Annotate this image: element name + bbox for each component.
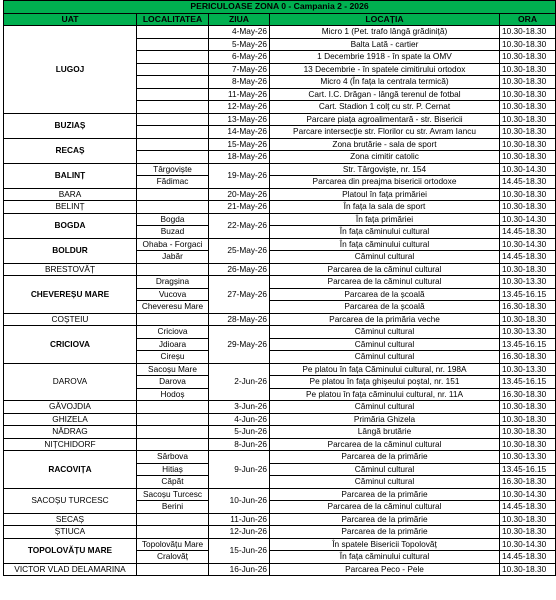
date-cell: 5-May-26 [209, 38, 270, 51]
table-row [4, 188, 556, 201]
localitate-cell: Vucova [137, 288, 209, 301]
date-cell: 15-Jun-26 [209, 538, 270, 563]
date-cell: 4-May-26 [209, 26, 270, 39]
uat-cell: ȘTIUCA [4, 526, 137, 539]
localitate-cell [137, 126, 209, 139]
uat-cell: GHIZELA [4, 413, 137, 426]
hours-cell: 10.30-14.30 [500, 213, 556, 226]
localitate-cell [137, 113, 209, 126]
localitate-cell [137, 138, 209, 151]
uat-cell: GĂVOJDIA [4, 401, 137, 414]
localitate-cell [137, 101, 209, 114]
location-cell: Pe platou în fața ghișeului poștal, nr. 151 [270, 376, 500, 389]
hours-cell: 16.30-18.30 [500, 351, 556, 364]
localitate-cell: Topolovățu Mare [137, 538, 209, 551]
localitate-cell [137, 438, 209, 451]
location-cell: Zona brutărie - sala de sport [270, 138, 500, 151]
table-row [4, 238, 556, 251]
hours-cell: 10.30-18.30 [500, 138, 556, 151]
hours-cell: 10.30-18.30 [500, 151, 556, 164]
uat-cell: TOPOLOVĂȚU MARE [4, 538, 137, 563]
date-cell: 27-May-26 [209, 276, 270, 314]
date-cell: 13-May-26 [209, 113, 270, 126]
date-cell: 12-Jun-26 [209, 526, 270, 539]
localitate-cell [137, 76, 209, 89]
location-cell: Căminul cultural [270, 251, 500, 264]
table-row [4, 451, 556, 464]
hours-cell: 14.45-18.30 [500, 501, 556, 514]
date-cell: 9-Jun-26 [209, 451, 270, 489]
hours-cell: 10.30-13.30 [500, 326, 556, 339]
date-cell: 20-May-26 [209, 188, 270, 201]
table-row [4, 201, 556, 214]
uat-cell: NĂDRAG [4, 426, 137, 439]
localitate-cell: Ohaba - Forgaci [137, 238, 209, 251]
hours-cell: 10.30-18.30 [500, 38, 556, 51]
location-cell: Parcarea de la primăria veche [270, 313, 500, 326]
localitate-cell [137, 63, 209, 76]
hours-cell: 10.30-18.30 [500, 263, 556, 276]
hours-cell: 14.45-18.30 [500, 251, 556, 264]
date-cell: 10-Jun-26 [209, 488, 270, 513]
table-row [4, 538, 556, 551]
localitate-cell [137, 426, 209, 439]
location-cell: Parcarea din preajma bisericii ortodoxe [270, 176, 500, 189]
location-cell: 13 Decembrie - în spatele cimitirului ortodox [270, 63, 500, 76]
hours-cell: 10.30-18.30 [500, 526, 556, 539]
localitate-cell: Hitiaș [137, 463, 209, 476]
hours-cell: 10.30-13.30 [500, 451, 556, 464]
uat-cell: BOLDUR [4, 238, 137, 263]
localitate-cell: Jabăr [137, 251, 209, 264]
date-cell: 28-May-26 [209, 313, 270, 326]
hours-cell: 10.30-18.30 [500, 101, 556, 114]
location-cell: Zona cimitir catolic [270, 151, 500, 164]
date-cell: 8-May-26 [209, 76, 270, 89]
hours-cell: 10.30-14.30 [500, 163, 556, 176]
table-row [4, 563, 556, 576]
location-cell: În fața căminului cultural [270, 551, 500, 564]
column-header-uat: UAT [4, 13, 137, 26]
date-cell: 25-May-26 [209, 238, 270, 263]
location-cell: În fața la sala de sport [270, 201, 500, 214]
hours-cell: 13.45-16.15 [500, 288, 556, 301]
uat-cell: BARA [4, 188, 137, 201]
date-cell: 21-May-26 [209, 201, 270, 214]
hours-cell: 10.30-18.30 [500, 76, 556, 89]
location-cell: În fața primăriei [270, 213, 500, 226]
localitate-cell [137, 413, 209, 426]
location-cell: Str. Târgoviște, nr. 154 [270, 163, 500, 176]
hours-cell: 10.30-14.30 [500, 488, 556, 501]
date-cell: 29-May-26 [209, 326, 270, 364]
table-row [4, 138, 556, 151]
date-cell: 4-Jun-26 [209, 413, 270, 426]
hours-cell: 10.30-18.30 [500, 188, 556, 201]
uat-cell: CRICIOVA [4, 326, 137, 364]
column-header-row [4, 13, 556, 26]
location-cell: Căminul cultural [270, 463, 500, 476]
location-cell: Platoul în fața primăriei [270, 188, 500, 201]
location-cell: Balta Lată - cartier [270, 38, 500, 51]
localitate-cell: Criciova [137, 326, 209, 339]
uat-cell: SACOȘU TURCESC [4, 488, 137, 513]
location-cell: Parcarea de la căminul cultural [270, 276, 500, 289]
localitate-cell: Fădimac [137, 176, 209, 189]
table-row [4, 363, 556, 376]
localitate-cell [137, 313, 209, 326]
date-cell: 26-May-26 [209, 263, 270, 276]
hours-cell: 10.30-18.30 [500, 438, 556, 451]
localitate-cell [137, 526, 209, 539]
table-row [4, 513, 556, 526]
table-row [4, 26, 556, 39]
location-cell: În fața căminului cultural [270, 226, 500, 239]
hours-cell: 16.30-18.30 [500, 388, 556, 401]
table-title: PERICULOASE ZONA 0 - Campania 2 - 2026 [4, 1, 556, 14]
location-cell: Căminul cultural [270, 476, 500, 489]
date-cell: 11-May-26 [209, 88, 270, 101]
localitate-cell: Cireșu [137, 351, 209, 364]
hours-cell: 10.30-18.30 [500, 26, 556, 39]
localitate-cell: Buzad [137, 226, 209, 239]
localitate-cell: Sacoșu Mare [137, 363, 209, 376]
hours-cell: 16.30-18.30 [500, 301, 556, 314]
location-cell: Pe platou în fața căminului cultural, nr. 11A [270, 388, 500, 401]
uat-cell: DAROVA [4, 363, 137, 401]
hours-cell: 10.30-18.30 [500, 126, 556, 139]
location-cell: Parcarea de la școală [270, 301, 500, 314]
table-row [4, 213, 556, 226]
location-cell: Cart. I.C. Drăgan - lângă terenul de fotbal [270, 88, 500, 101]
hours-cell: 10.30-14.30 [500, 238, 556, 251]
location-cell: Micro 1 (Pet. trafo lângă grădiniță) [270, 26, 500, 39]
title-row [4, 1, 556, 14]
table-row [4, 438, 556, 451]
date-cell: 22-May-26 [209, 213, 270, 238]
location-cell: Căminul cultural [270, 338, 500, 351]
location-cell: Parcarea de la școală [270, 288, 500, 301]
location-cell: Micro 4 (În fața la centrala termică) [270, 76, 500, 89]
hours-cell: 14.45-18.30 [500, 551, 556, 564]
location-cell: Parcarea de la primărie [270, 513, 500, 526]
localitate-cell: Târgoviște [137, 163, 209, 176]
hours-cell: 10.30-18.30 [500, 563, 556, 576]
uat-cell: BELINȚ [4, 201, 137, 214]
date-cell: 15-May-26 [209, 138, 270, 151]
hours-cell: 10.30-13.30 [500, 363, 556, 376]
date-cell: 8-Jun-26 [209, 438, 270, 451]
localitate-cell: Berini [137, 501, 209, 514]
localitate-cell [137, 563, 209, 576]
localitate-cell [137, 201, 209, 214]
uat-cell: BRESTOVĂȚ [4, 263, 137, 276]
uat-cell: NIȚCHIDORF [4, 438, 137, 451]
hours-cell: 10.30-18.30 [500, 401, 556, 414]
location-cell: În spatele Bisericii Topolovăț [270, 538, 500, 551]
date-cell: 16-Jun-26 [209, 563, 270, 576]
table-row [4, 263, 556, 276]
column-header-ora: ORA [500, 13, 556, 26]
date-cell: 11-Jun-26 [209, 513, 270, 526]
hours-cell: 10.30-18.30 [500, 413, 556, 426]
localitate-cell [137, 38, 209, 51]
hours-cell: 10.30-14.30 [500, 538, 556, 551]
localitate-cell: Dragșina [137, 276, 209, 289]
hours-cell: 10.30-13.30 [500, 276, 556, 289]
localitate-cell [137, 88, 209, 101]
location-cell: Cart. Stadion 1 colț cu str. P. Cernat [270, 101, 500, 114]
localitate-cell: Jdioara [137, 338, 209, 351]
location-cell: În fața căminului cultural [270, 238, 500, 251]
hours-cell: 14.45-18.30 [500, 226, 556, 239]
table-row [4, 526, 556, 539]
localitate-cell: Cralovăț [137, 551, 209, 564]
uat-cell: RECAȘ [4, 138, 137, 163]
uat-cell: BALINȚ [4, 163, 137, 188]
date-cell: 18-May-26 [209, 151, 270, 164]
uat-cell: VICTOR VLAD DELAMARINA [4, 563, 137, 576]
date-cell: 6-May-26 [209, 51, 270, 64]
date-cell: 5-Jun-26 [209, 426, 270, 439]
localitate-cell: Hodoș [137, 388, 209, 401]
localitate-cell: Sârbova [137, 451, 209, 464]
localitate-cell: Bogda [137, 213, 209, 226]
uat-cell: BUZIAȘ [4, 113, 137, 138]
localitate-cell [137, 151, 209, 164]
table-row [4, 488, 556, 501]
uat-cell: LUGOJ [4, 26, 137, 114]
localitate-cell: Căpăt [137, 476, 209, 489]
location-cell: Lângă brutărie [270, 426, 500, 439]
location-cell: Parcarea de la primărie [270, 526, 500, 539]
date-cell: 19-May-26 [209, 163, 270, 188]
location-cell: Primăria Ghizela [270, 413, 500, 426]
location-cell: Parcarea de la căminul cultural [270, 438, 500, 451]
table-row [4, 113, 556, 126]
location-cell: Parcarea de la primărie [270, 451, 500, 464]
hours-cell: 10.30-18.30 [500, 113, 556, 126]
hours-cell: 13.45-16.15 [500, 376, 556, 389]
hours-cell: 10.30-18.30 [500, 201, 556, 214]
table-row [4, 276, 556, 289]
table-header [4, 1, 556, 26]
uat-cell: CHEVEREȘU MARE [4, 276, 137, 314]
hours-cell: 10.30-18.30 [500, 426, 556, 439]
location-cell: Parcarea de la căminul cultural [270, 263, 500, 276]
date-cell: 12-May-26 [209, 101, 270, 114]
location-cell: Căminul cultural [270, 326, 500, 339]
location-cell: Parcarea de la căminul cultural [270, 501, 500, 514]
table-row [4, 163, 556, 176]
uat-cell: SECAȘ [4, 513, 137, 526]
table-row [4, 313, 556, 326]
uat-cell: RACOVIȚA [4, 451, 137, 489]
date-cell: 3-Jun-26 [209, 401, 270, 414]
schedule-table [3, 0, 556, 576]
hours-cell: 10.30-18.30 [500, 63, 556, 76]
uat-cell: COȘTEIU [4, 313, 137, 326]
hours-cell: 10.30-18.30 [500, 513, 556, 526]
hours-cell: 14.45-18.30 [500, 176, 556, 189]
column-header-localitatea: LOCALITATEA [137, 13, 209, 26]
localitate-cell: Cheveresu Mare [137, 301, 209, 314]
location-cell: 1 Decembrie 1918 - în spate la OMV [270, 51, 500, 64]
location-cell: Parcare piața agroalimentară - str. Bisericii [270, 113, 500, 126]
hours-cell: 10.30-18.30 [500, 51, 556, 64]
uat-cell: BOGDA [4, 213, 137, 238]
hours-cell: 13.45-16.15 [500, 463, 556, 476]
location-cell: Parcare intersecție str. Florilor cu str. Avram Iancu [270, 126, 500, 139]
table-row [4, 401, 556, 414]
table-row [4, 326, 556, 339]
table-row [4, 426, 556, 439]
location-cell: Parcarea Peco - Pele [270, 563, 500, 576]
location-cell: Căminul cultural [270, 351, 500, 364]
hours-cell: 10.30-18.30 [500, 88, 556, 101]
localitate-cell [137, 51, 209, 64]
localitate-cell [137, 401, 209, 414]
table-row [4, 413, 556, 426]
table-body [4, 26, 556, 576]
location-cell: Parcarea de la primărie [270, 488, 500, 501]
column-header-locatia: LOCAȚIA [270, 13, 500, 26]
localitate-cell: Sacoșu Turcesc [137, 488, 209, 501]
hours-cell: 16.30-18.30 [500, 476, 556, 489]
localitate-cell: Darova [137, 376, 209, 389]
date-cell: 14-May-26 [209, 126, 270, 139]
location-cell: Căminul cultural [270, 401, 500, 414]
date-cell: 7-May-26 [209, 63, 270, 76]
hours-cell: 13.45-16.15 [500, 338, 556, 351]
column-header-ziua: ZIUA [209, 13, 270, 26]
localitate-cell [137, 188, 209, 201]
localitate-cell [137, 263, 209, 276]
location-cell: Pe platou în fața Căminului cultural, nr. 198A [270, 363, 500, 376]
date-cell: 2-Jun-26 [209, 363, 270, 401]
localitate-cell [137, 513, 209, 526]
hours-cell: 10.30-18.30 [500, 313, 556, 326]
localitate-cell [137, 26, 209, 39]
